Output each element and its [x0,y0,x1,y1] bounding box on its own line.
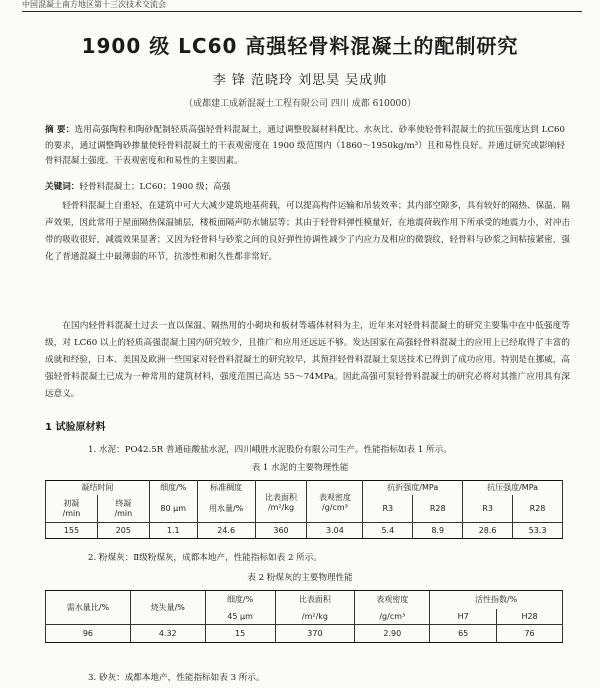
paper-title: 1900 级 LC60 高强轻骨料混凝土的配制研究 [81,34,519,58]
th-fineness: 细度/% [149,481,197,495]
th-comp-r3: R3 [463,495,513,523]
th-setting-time: 凝结时间 [46,481,150,495]
table-cell: 370 [275,625,355,643]
th-density-label: 表观密度 [318,492,351,502]
th-activity: 活性指数/% [430,591,563,609]
th-density-unit: /g/cm³ [355,609,430,625]
table-cell: 2.90 [355,625,430,643]
th-comp-r28: R28 [513,495,563,523]
running-header: 中国混凝土南方地区第十三次技术交流会 [22,0,582,12]
th-fineness-unit: 45 μm [205,609,275,625]
table-cell: 96 [46,625,131,643]
table-cell: 360 [255,523,307,539]
section-heading: 1 试验原材料 [45,422,106,433]
abstract-text: 选用高强陶粒和陶砂配制轻质高强轻骨料混凝土，通过调整胶凝材料配比、水灰比、砂率使轻骨料混凝土的抗压强度达到 LC60 的要求，通过调整陶砂掺量使轻骨料混凝土的干表观密度在 1900 级范围内（1860～1950kg/m³）且和易性良好。并通过研究或影响轻骨料混凝土强度、干表观密度和和易性的主要因素。 [45,125,565,166]
table-cell: 4.32 [130,625,205,643]
th-surface-area [255,481,307,523]
th-h7: H7 [430,609,497,625]
paragraph-intro-2: 在国内轻骨料混凝土过去一直以保温、隔热用的小砌块和板材等墙体材料为主，近年来对轻骨料混凝土的研究主要集中在中低强度等级，对 LC60 以上的轻质高强混凝土国内研究较少，且推广和应用还远远不够。发达国家在高强轻骨料混凝土的应用上已经取得了丰富的成就和经验，日本、美国及欧洲一些国家对轻骨料混凝土的研究较早，其预拌轻骨料混凝土泵送技术已得到了成功应用。特别是在挪威，高强轻骨料混凝土已成为一种常用的建筑材料，强度范围已高达 55～74MPa。因此高强可泵轻骨料混凝土的研究必将对其推广应用具有深远意义。 [45,321,570,399]
th-water-ratio: 需水量比/% [46,591,131,625]
table-cell: 24.6 [197,523,255,539]
th-initial [46,495,98,523]
th-flex-r28: R28 [413,495,463,523]
th-density-unit: /g/cm³ [322,502,348,512]
th-water-demand-2: 用水量/% [197,495,255,523]
material-item-flyash: 2. 粉煤灰：Ⅱ级粉煤灰，成都本地产，性能指标如表 2 所示。 [88,553,322,563]
th-initial-label: 初凝 [63,499,80,509]
th-surface-area-unit: /m²/kg [275,609,355,625]
table-cell: 155 [46,523,98,539]
th-surface-area-label: 比表面积 [265,492,298,502]
table-cell: 3.04 [307,523,363,539]
th-initial-unit: /min [62,509,81,519]
th-density [307,481,363,523]
th-final [97,495,149,523]
affiliation: （成都建工成新混凝土工程有限公司 四川 成都 610000） [184,99,416,109]
th-loss: 烧失量/% [130,591,205,625]
material-item-cement: 1. 水泥：PO42.5R 普通硅酸盐水泥，四川峨胜水泥股份有限公司生产。性能指标如表 1 所示。 [88,445,452,455]
th-final-unit: /min [114,509,133,519]
table-cell: 15 [205,625,275,643]
th-compressive: 抗压强度/MPa [463,481,563,495]
th-density: 表观密度 [355,591,430,609]
table-cell: 1.1 [149,523,197,539]
table-cell: 8.9 [413,523,463,539]
table-cell: 5.4 [363,523,413,539]
material-item-sand: 3. 砂灰：成都本地产，性能指标如表 3 所示。 [88,673,265,683]
th-surface-area: 比表面积 [275,591,355,609]
th-final-label: 终凝 [115,499,132,509]
authors: 李 锋 范晓玲 刘思昊 吴成帅 [212,73,388,88]
th-surface-area-unit: /m²/kg [267,502,295,512]
th-flex-r3: R3 [363,495,413,523]
table-flyash-properties [45,590,563,643]
keywords-label: 关键词： [45,182,80,192]
th-fineness: 细度/% [205,591,275,609]
table2-caption: 表 2 粉煤灰的主要物理性能 [247,573,353,583]
table-cell: 28.6 [463,523,513,539]
table-cell: 65 [430,625,497,643]
table-cell: 205 [97,523,149,539]
keywords [45,180,565,194]
th-h28: H28 [497,609,563,625]
abstract [45,123,565,170]
th-fineness-unit: 80 μm [149,495,197,523]
th-flexural: 抗折强度/MPa [363,481,463,495]
table-cell: 76 [497,625,563,643]
table-cell: 53.3 [513,523,563,539]
table-cement-properties [45,480,563,539]
table1-caption: 表 1 水泥的主要物理性能 [251,463,349,473]
keywords-text: 轻骨料混凝土；LC60；1900 级；高强 [79,182,231,192]
paragraph-intro-1: 轻骨料混凝土自重轻，在建筑中可大大减少建筑地基荷载，可以提高构件运输和吊装效率；其内部空隙多，具有较好的隔热、保温、隔声效果，因此常用于屋面隔热保温铺层，楼板面隔声防水铺层等；其由于轻骨料弹性模量好，在地震荷载作用下所承受的地震力小，对冲击带的吸收很好，减震效果显著；又因为轻骨料与砂浆之间的良好弹性协调性减少了内应力及相应的微裂纹，轻骨料与砂浆之间粘接紧密，强化了普通混凝土中最薄弱的环节，抗渗性和耐久性都非常好。 [45,201,570,262]
abstract-label: 摘 要： [45,125,75,135]
th-water-demand: 标准稠度 [197,481,255,495]
